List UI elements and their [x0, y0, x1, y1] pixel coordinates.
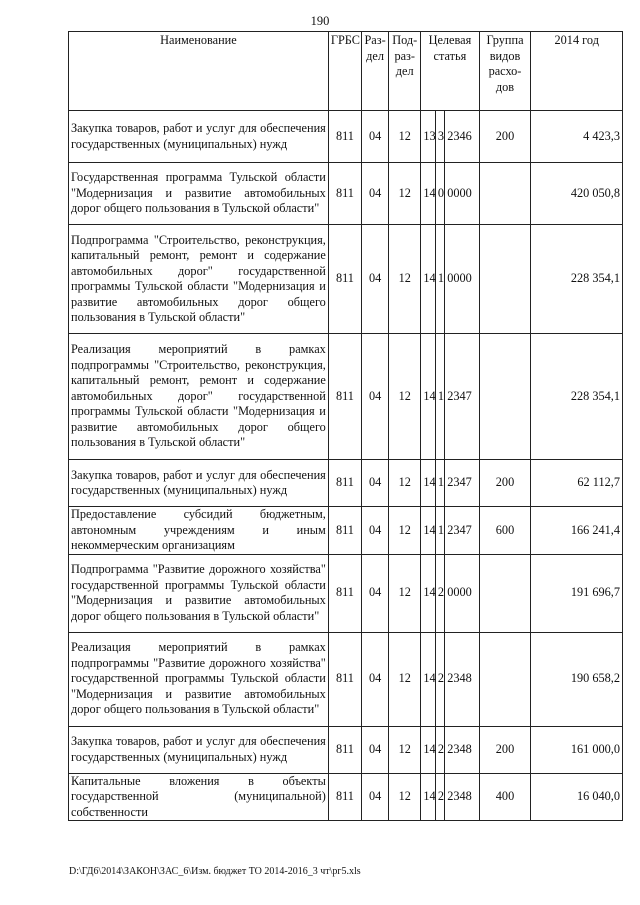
table-row: [69, 726, 623, 773]
target-article-part2-cell: 1: [435, 460, 444, 507]
razdel-cell: 04: [362, 225, 389, 334]
budget-table: [68, 31, 623, 821]
target-article-part3-cell: 0000: [445, 163, 479, 225]
target-article-part1-cell: 14: [421, 773, 436, 821]
target-article-part3-cell: 2348: [445, 773, 479, 821]
target-article-part3-cell: 2348: [445, 632, 479, 726]
grbs-cell: 811: [328, 554, 361, 632]
table-header-row: [69, 32, 623, 111]
header-grbs: ГРБС: [328, 32, 361, 111]
target-article-part3-cell: 2347: [445, 507, 479, 555]
grbs-cell: 811: [328, 460, 361, 507]
expense-group-cell: [479, 554, 531, 632]
target-article-part1-cell: 14: [421, 225, 436, 334]
amount-2014-cell: 190 658,2: [531, 632, 623, 726]
target-article-part2-cell: 2: [435, 632, 444, 726]
target-article-part2-cell: 1: [435, 334, 444, 460]
table-row: [69, 111, 623, 163]
header-target-article: Целевая статья: [421, 32, 479, 111]
target-article-part1-cell: 14: [421, 554, 436, 632]
amount-2014-cell: 62 112,7: [531, 460, 623, 507]
grbs-cell: 811: [328, 225, 361, 334]
razdel-cell: 04: [362, 632, 389, 726]
grbs-cell: 811: [328, 773, 361, 821]
amount-2014-cell: 191 696,7: [531, 554, 623, 632]
razdel-cell: 04: [362, 507, 389, 555]
razdel-cell: 04: [362, 163, 389, 225]
podrazdel-cell: 12: [389, 460, 421, 507]
table-row: [69, 773, 623, 821]
target-article-part2-cell: 0: [435, 163, 444, 225]
grbs-cell: 811: [328, 111, 361, 163]
table-row: [69, 163, 623, 225]
row-name-cell: Закупка товаров, работ и услуг для обеспечения государственных (муниципальных) нужд: [69, 726, 329, 773]
target-article-part3-cell: 2347: [445, 334, 479, 460]
podrazdel-cell: 12: [389, 163, 421, 225]
target-article-part2-cell: 3: [435, 111, 444, 163]
target-article-part3-cell: 0000: [445, 225, 479, 334]
amount-2014-cell: 16 040,0: [531, 773, 623, 821]
row-name-cell: Государственная программа Тульской области "Модернизация и развитие автомобильных дорог общего пользования в Тульской области": [69, 163, 329, 225]
razdel-cell: 04: [362, 460, 389, 507]
expense-group-cell: 200: [479, 726, 531, 773]
expense-group-cell: 600: [479, 507, 531, 555]
expense-group-cell: [479, 163, 531, 225]
header-name: Наименование: [69, 32, 329, 111]
amount-2014-cell: 228 354,1: [531, 225, 623, 334]
page-number: 190: [310, 14, 330, 28]
table-row: [69, 225, 623, 334]
podrazdel-cell: 12: [389, 111, 421, 163]
expense-group-cell: [479, 225, 531, 334]
grbs-cell: 811: [328, 632, 361, 726]
header-podrazdel: Под-раз-дел: [389, 32, 421, 111]
table-row: [69, 632, 623, 726]
podrazdel-cell: 12: [389, 225, 421, 334]
table-row: [69, 507, 623, 555]
razdel-cell: 04: [362, 111, 389, 163]
target-article-part3-cell: 2346: [445, 111, 479, 163]
podrazdel-cell: 12: [389, 507, 421, 555]
expense-group-cell: 400: [479, 773, 531, 821]
grbs-cell: 811: [328, 163, 361, 225]
table-row: [69, 460, 623, 507]
expense-group-cell: [479, 632, 531, 726]
row-name-cell: Реализация мероприятий в рамках подпрограммы "Развитие дорожного хозяйства" государственной программы Тульской области "Модернизация и развитие автомобильных дорог общего пользования в Тульской области": [69, 632, 329, 726]
target-article-part1-cell: 14: [421, 726, 436, 773]
target-article-part3-cell: 2348: [445, 726, 479, 773]
target-article-part2-cell: 2: [435, 554, 444, 632]
podrazdel-cell: 12: [389, 726, 421, 773]
row-name-cell: Предоставление субсидий бюджетным, автономным учреждениям и иным некоммерческим организациям: [69, 507, 329, 555]
row-name-cell: Реализация мероприятий в рамках подпрограммы "Строительство, реконструкция, капитальный ремонт, ремонт и содержание автомобильных дорог" государственной программы Тульской области "Модернизация и развитие автомобильных дорог общего пользования в Тульской области": [69, 334, 329, 460]
expense-group-cell: 200: [479, 111, 531, 163]
file-path-footer: D:\ГД6\2014\ЗАКОН\ЗАС_6\Изм. бюджет ТО 2014-2016_3 чт\рг5.xls: [69, 866, 361, 877]
grbs-cell: 811: [328, 507, 361, 555]
target-article-part2-cell: 1: [435, 225, 444, 334]
podrazdel-cell: 12: [389, 632, 421, 726]
target-article-part1-cell: 14: [421, 507, 436, 555]
razdel-cell: 04: [362, 726, 389, 773]
target-article-part1-cell: 14: [421, 632, 436, 726]
header-razdel: Раз-дел: [362, 32, 389, 111]
row-name-cell: Подпрограмма "Строительство, реконструкция, капитальный ремонт, ремонт и содержание автомобильных дорог" государственной программы Тульской области "Модернизация и развитие автомобильных дорог общего пользования в Тульской области": [69, 225, 329, 334]
table-body: [69, 111, 623, 821]
podrazdel-cell: 12: [389, 334, 421, 460]
expense-group-cell: [479, 334, 531, 460]
target-article-part1-cell: 14: [421, 460, 436, 507]
table-row: [69, 554, 623, 632]
table-row: [69, 334, 623, 460]
grbs-cell: 811: [328, 334, 361, 460]
target-article-part2-cell: 2: [435, 726, 444, 773]
target-article-part3-cell: 0000: [445, 554, 479, 632]
row-name-cell: Подпрограмма "Развитие дорожного хозяйства" государственной программы Тульской области "Модернизация и развитие автомобильных дорог общего пользования в Тульской области": [69, 554, 329, 632]
target-article-part1-cell: 14: [421, 334, 436, 460]
razdel-cell: 04: [362, 773, 389, 821]
target-article-part2-cell: 2: [435, 773, 444, 821]
amount-2014-cell: 166 241,4: [531, 507, 623, 555]
amount-2014-cell: 4 423,3: [531, 111, 623, 163]
target-article-part3-cell: 2347: [445, 460, 479, 507]
podrazdel-cell: 12: [389, 554, 421, 632]
podrazdel-cell: 12: [389, 773, 421, 821]
header-expense-group: Группа видов расхо-дов: [479, 32, 531, 111]
razdel-cell: 04: [362, 334, 389, 460]
row-name-cell: Капитальные вложения в объекты государственной (муниципальной) собственности: [69, 773, 329, 821]
amount-2014-cell: 161 000,0: [531, 726, 623, 773]
row-name-cell: Закупка товаров, работ и услуг для обеспечения государственных (муниципальных) нужд: [69, 111, 329, 163]
header-year-2014: 2014 год: [531, 32, 623, 111]
target-article-part1-cell: 14: [421, 163, 436, 225]
razdel-cell: 04: [362, 554, 389, 632]
expense-group-cell: 200: [479, 460, 531, 507]
row-name-cell: Закупка товаров, работ и услуг для обеспечения государственных (муниципальных) нужд: [69, 460, 329, 507]
grbs-cell: 811: [328, 726, 361, 773]
amount-2014-cell: 420 050,8: [531, 163, 623, 225]
target-article-part1-cell: 13: [421, 111, 436, 163]
target-article-part2-cell: 1: [435, 507, 444, 555]
amount-2014-cell: 228 354,1: [531, 334, 623, 460]
